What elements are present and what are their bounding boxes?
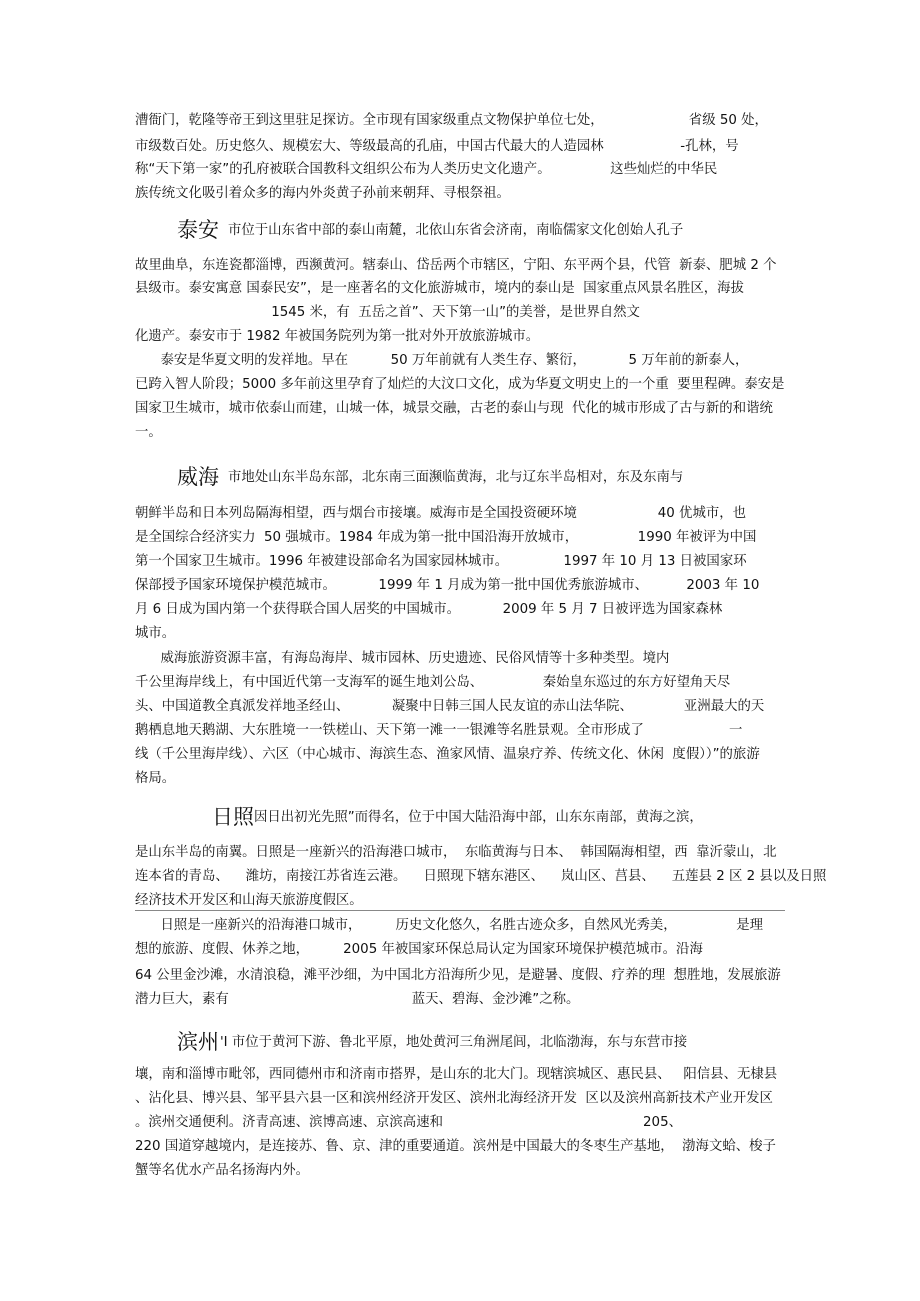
weihai-line: 线（千公里海岸线）、六区（中心城市、海滨生态、渔家风情、温泉疗养、传统文化、休闲 度假））”的旅游	[135, 747, 760, 762]
weihai-line: 是全国综合经济实力 50 强城市。1984 年成为第一批中国沿海开放城市， 1990 年被评为中国	[135, 530, 757, 545]
weihai-line: 头、中国道教全真派发祥地圣经山、 凝聚中日韩三国人民友谊的赤山法华院、 亚洲最大的天	[135, 699, 765, 714]
weihai-line: 千公里海岸线上，有中国近代第一支海军的诞生地刘公岛、 秦始皇东巡过的东方好望角天尽	[135, 675, 731, 690]
divider	[135, 910, 785, 911]
taian-line: 县级市。泰安寓意 国泰民安”，是一座著名的文化旅游城市，境内的泰山是 国家重点风景名胜区，海拔	[135, 281, 744, 296]
rizhao-line: 日照是一座新兴的沿海港口城市， 历史文化悠久，名胜古迹众多，自然风光秀美， 是理	[135, 918, 764, 933]
rizhao-line: 潜力巨大，素有 蓝天、碧海、金沙滩”之称。	[135, 992, 580, 1007]
intro-line: 称“天下第一家”的孔府被联合国教科文组织公布为人类历史文化遗产。 这些灿烂的中华民	[135, 162, 718, 177]
binzhou-line: 。滨州交通便利。济青高速、滨博高速、京滨高速和 205、	[135, 1115, 682, 1130]
rizhao-line: 是山东半岛的南翼。日照是一座新兴的沿海港口城市， 东临黄海与日本、 韩国隔海相望，西 靠沂蒙山，北	[135, 845, 777, 860]
rizhao-first-line: 因日出初光先照”而得名，位于中国大陆沿海中部，山东东南部，黄海之滨，	[254, 810, 703, 825]
section-heading-rizhao: 日照	[212, 805, 254, 829]
weihai-first-line: 市地处山东半岛东部，北东南三面濒临黄海，北与辽东半岛相对，东及东南与	[228, 470, 684, 485]
weihai-line: 朝鲜半岛和日本列岛隔海相望，西与烟台市接壤。威海市是全国投资硬环境 40 优城市，也	[135, 506, 747, 521]
binzhou-first-line: 'I 市位于黄河下游、鲁北平原，地处黄河三角洲尾闾，北临渤海，东与东营市接	[220, 1035, 688, 1050]
intro-line: 漕衙门，乾隆等帝王到这里驻足探访。全市现有国家级重点文物保护单位七处， 省级 50 处，	[135, 113, 768, 128]
rizhao-line: 经济技术开发区和山海天旅游度假区。	[135, 893, 363, 908]
taian-line: 故里曲阜，东连瓷都淄博，西濒黄河。辖泰山、岱岳两个市辖区，宁阳、东平两个县，代管 新泰、肥城 2 个	[135, 258, 777, 273]
section-heading-binzhou: 滨州	[177, 1030, 219, 1054]
taian-line: 一。	[135, 425, 162, 440]
weihai-line: 保部授予国家环境保护模范城市。 1999 年 1 月成为第一批中国优秀旅游城市、 2003 年 10	[135, 578, 760, 593]
taian-line: 已跨入智人阶段；5000 多年前这里孕育了灿烂的大汶口文化，成为华夏文明史上的一个重 要里程碑。泰安是	[135, 377, 785, 392]
weihai-line: 第一个国家卫生城市。1996 年被建设部命名为国家园林城市。 1997 年 10 月 13 日被国家环	[135, 554, 747, 569]
binzhou-line: 蟹等名优水产品名扬海内外。	[135, 1163, 310, 1178]
binzhou-line: 、沾化县、博兴县、邹平县六县一区和滨州经济开发区、滨州北海经济开发 区以及滨州高新技术产业开发区	[135, 1091, 773, 1106]
taian-line: 国家卫生城市，城市依泰山而建，山城一体，城景交融，古老的泰山与现 代化的城市形成了古与新的和谐统	[135, 401, 773, 416]
weihai-line: 威海旅游资源丰富，有海岛海岸、城市园林、历史遗迹、民俗风情等十多种类型。境内	[135, 651, 670, 666]
weihai-line: 城市。	[135, 626, 176, 641]
binzhou-line: 220 国道穿越境内，是连接苏、鲁、京、津的重要通道。滨州是中国最大的冬枣生产基地， 渤海文蛤、梭子	[135, 1139, 776, 1154]
binzhou-line: 壤，南和淄博市毗邻，西同德州市和济南市搭界，是山东的北大门。现辖滨城区、惠民县、 阳信县、无棣县	[135, 1067, 778, 1082]
intro-line: 市级数百处。历史悠久、规模宏大、等级最高的孔庙，中国古代最大的人造园林 -孔林，号	[135, 139, 739, 154]
section-heading-weihai: 威海	[177, 465, 219, 489]
weihai-line: 月 6 日成为国内第一个获得联合国人居奖的中国城市。 2009 年 5 月 7 日被评选为国家森林	[135, 602, 723, 617]
rizhao-line: 64 公里金沙滩，水清浪稳，滩平沙细，为中国北方沿海所少见，是避暑、度假、疗养的理 想胜地，发展旅游	[135, 968, 781, 983]
taian-line: 化遗产。泰安市于 1982 年被国务院列为第一批对外开放旅游城市。	[135, 329, 540, 344]
rizhao-line: 想的旅游、度假、休养之地， 2005 年被国家环保总局认定为国家环境保护模范城市。沿海	[135, 942, 703, 957]
weihai-line: 格局。	[135, 771, 176, 786]
rizhao-line: 连本省的青岛、 潍坊，南接江苏省连云港。 日照现下辖东港区、 岚山区、莒县、 五莲县 2 区 2 县以及日照	[135, 869, 827, 884]
taian-line: 泰安是华夏文明的发祥地。早在 50 万年前就有人类生存、繁衍， 5 万年前的新泰人，	[135, 353, 749, 368]
taian-line: 1545 米，有 五岳之首”、天下第一山”的美誉，是世界自然文	[135, 305, 640, 320]
weihai-line: 鹅栖息地天鹅湖、大东胜境一一铁槎山、天下第一滩一一银滩等名胜景观。全市形成了 一	[135, 723, 743, 738]
taian-first-line: 市位于山东省中部的泰山南麓，北依山东省会济南，南临儒家文化创始人孔子	[228, 223, 684, 238]
section-heading-taian: 泰安	[177, 218, 219, 242]
intro-line: 族传统文化吸引着众多的海内外炎黄子孙前来朝拜、寻根祭祖。	[135, 186, 510, 201]
